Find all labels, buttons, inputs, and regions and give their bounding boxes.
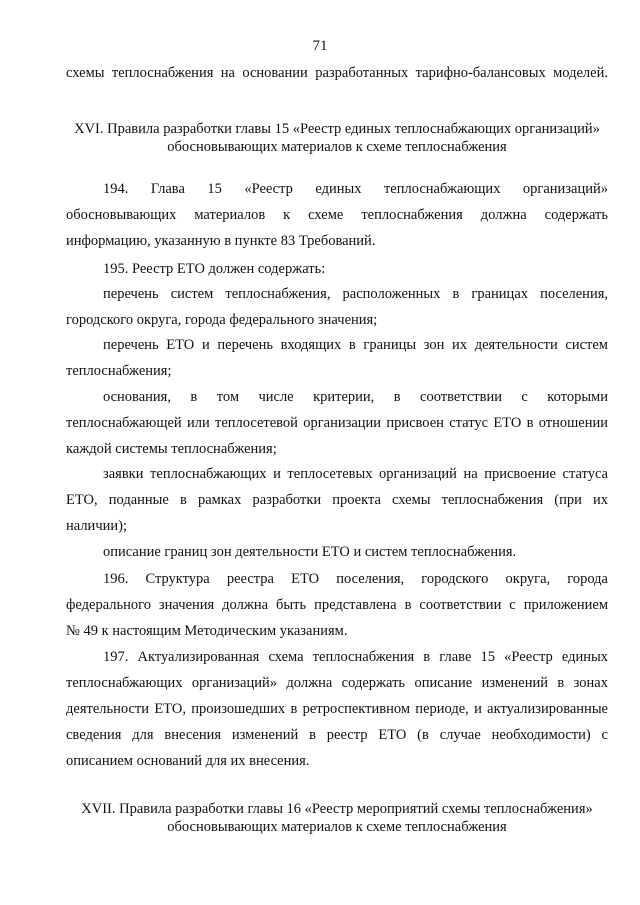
text-line: схемы теплоснабжения на основании разработанных тарифно-балансовых моделей. <box>66 65 608 81</box>
paragraph-197-cont: теплоснабжающих организаций» должна содержать описание изменений в зонах <box>66 675 608 691</box>
list-item-cont: каждой системы теплоснабжения; <box>66 441 277 457</box>
paragraph-196-cont: федерального значения должна быть представлена в соответствии с приложением <box>66 597 608 613</box>
paragraph-195: 195. Реестр ЕТО должен содержать: <box>103 261 326 277</box>
paragraph-197-cont: сведения для внесения изменений в реестр ЕТО (в случае необходимости) с <box>66 727 608 743</box>
paragraph-194-cont: обосновывающих материалов к схеме теплоснабжения должна содержать <box>66 207 608 223</box>
section-heading-xvi-cont: обосновывающих материалов к схеме теплоснабжения <box>167 139 507 155</box>
list-item-cont: теплоснабжения; <box>66 363 172 379</box>
list-item-cont: ЕТО, поданные в рамках разработки проекта схемы теплоснабжения (при их <box>66 492 608 508</box>
list-item: перечень систем теплоснабжения, расположенных в границах поселения, <box>103 286 608 302</box>
section-heading-xvii-cont: обосновывающих материалов к схеме теплоснабжения <box>167 819 507 835</box>
paragraph-197: 197. Актуализированная схема теплоснабжения в главе 15 «Реестр единых <box>103 649 608 665</box>
list-item: перечень ЕТО и перечень входящих в границы зон их деятельности систем <box>103 337 608 353</box>
section-heading-xvi: XVI. Правила разработки главы 15 «Реестр единых теплоснабжающих организаций» <box>74 121 600 137</box>
list-item: основания, в том числе критерии, в соответствии с которыми <box>103 389 608 405</box>
section-heading-xvii: XVII. Правила разработки главы 16 «Реестр мероприятий схемы теплоснабжения» <box>81 801 593 817</box>
paragraph-196-end: № 49 к настоящим Методическим указаниям. <box>66 623 348 639</box>
list-item-cont: наличии); <box>66 518 127 534</box>
paragraph-197-cont: деятельности ЕТО, произошедших в ретроспективном периоде, и актуализированные <box>66 701 608 717</box>
list-item-cont: теплоснабжающей или теплосетевой организации присвоен статус ЕТО в отношении <box>66 415 608 431</box>
list-item: заявки теплоснабжающих и теплосетевых организаций на присвоение статуса <box>103 466 608 482</box>
paragraph-194: 194. Глава 15 «Реестр единых теплоснабжающих организаций» <box>103 181 608 197</box>
list-item: описание границ зон деятельности ЕТО и систем теплоснабжения. <box>103 544 517 560</box>
paragraph-197-end: описанием оснований для их внесения. <box>66 753 310 769</box>
paragraph-194-end: информацию, указанную в пункте 83 Требований. <box>66 233 376 249</box>
paragraph-196: 196. Структура реестра ЕТО поселения, городского округа, города <box>103 571 608 587</box>
page-number: 71 <box>312 38 328 54</box>
list-item-cont: городского округа, города федерального значения; <box>66 312 378 328</box>
